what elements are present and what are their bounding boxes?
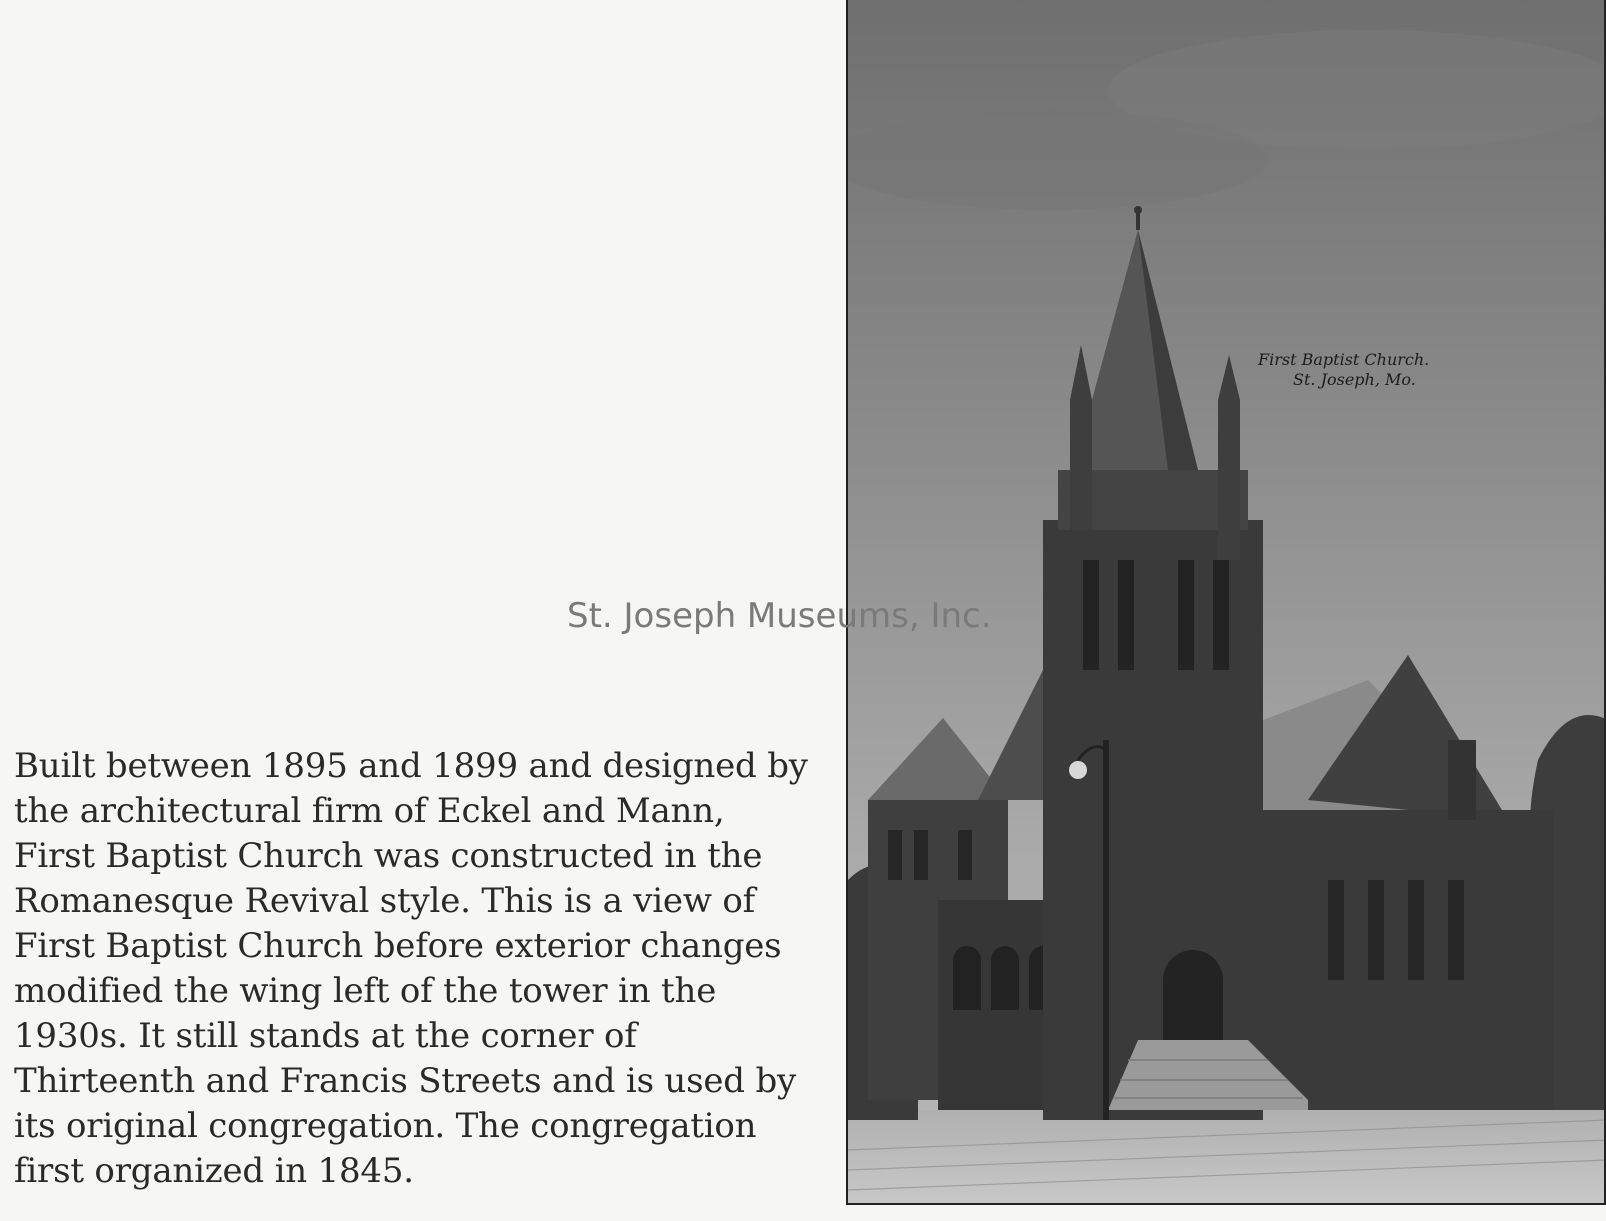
- caption-line: Built between 1895 and 1899 and designed by: [14, 746, 808, 786]
- caption-line: first organized in 1845.: [14, 1151, 414, 1191]
- caption-line: Thirteenth and Francis Streets and is used by: [14, 1061, 797, 1101]
- main-tower: [1043, 520, 1263, 1120]
- caption-line: First Baptist Church was constructed in the: [14, 836, 763, 876]
- caption-paragraph: [14, 744, 814, 1194]
- photo-inscription-line2: St. Joseph, Mo.: [1293, 370, 1416, 389]
- caption-line: its original congregation. The congregation: [14, 1106, 757, 1146]
- caption-line: the architectural firm of Eckel and Mann,: [14, 791, 725, 831]
- watermark-text: St. Joseph Museums, Inc.: [567, 596, 992, 636]
- caption-line: 1930s. It still stands at the corner of: [14, 1016, 637, 1056]
- caption-line: Romanesque Revival style. This is a view of: [14, 881, 756, 921]
- photo-inscription-line1: First Baptist Church.: [1258, 350, 1430, 369]
- caption-line: modified the wing left of the tower in the: [14, 971, 717, 1011]
- caption-line: First Baptist Church before exterior changes: [14, 926, 782, 966]
